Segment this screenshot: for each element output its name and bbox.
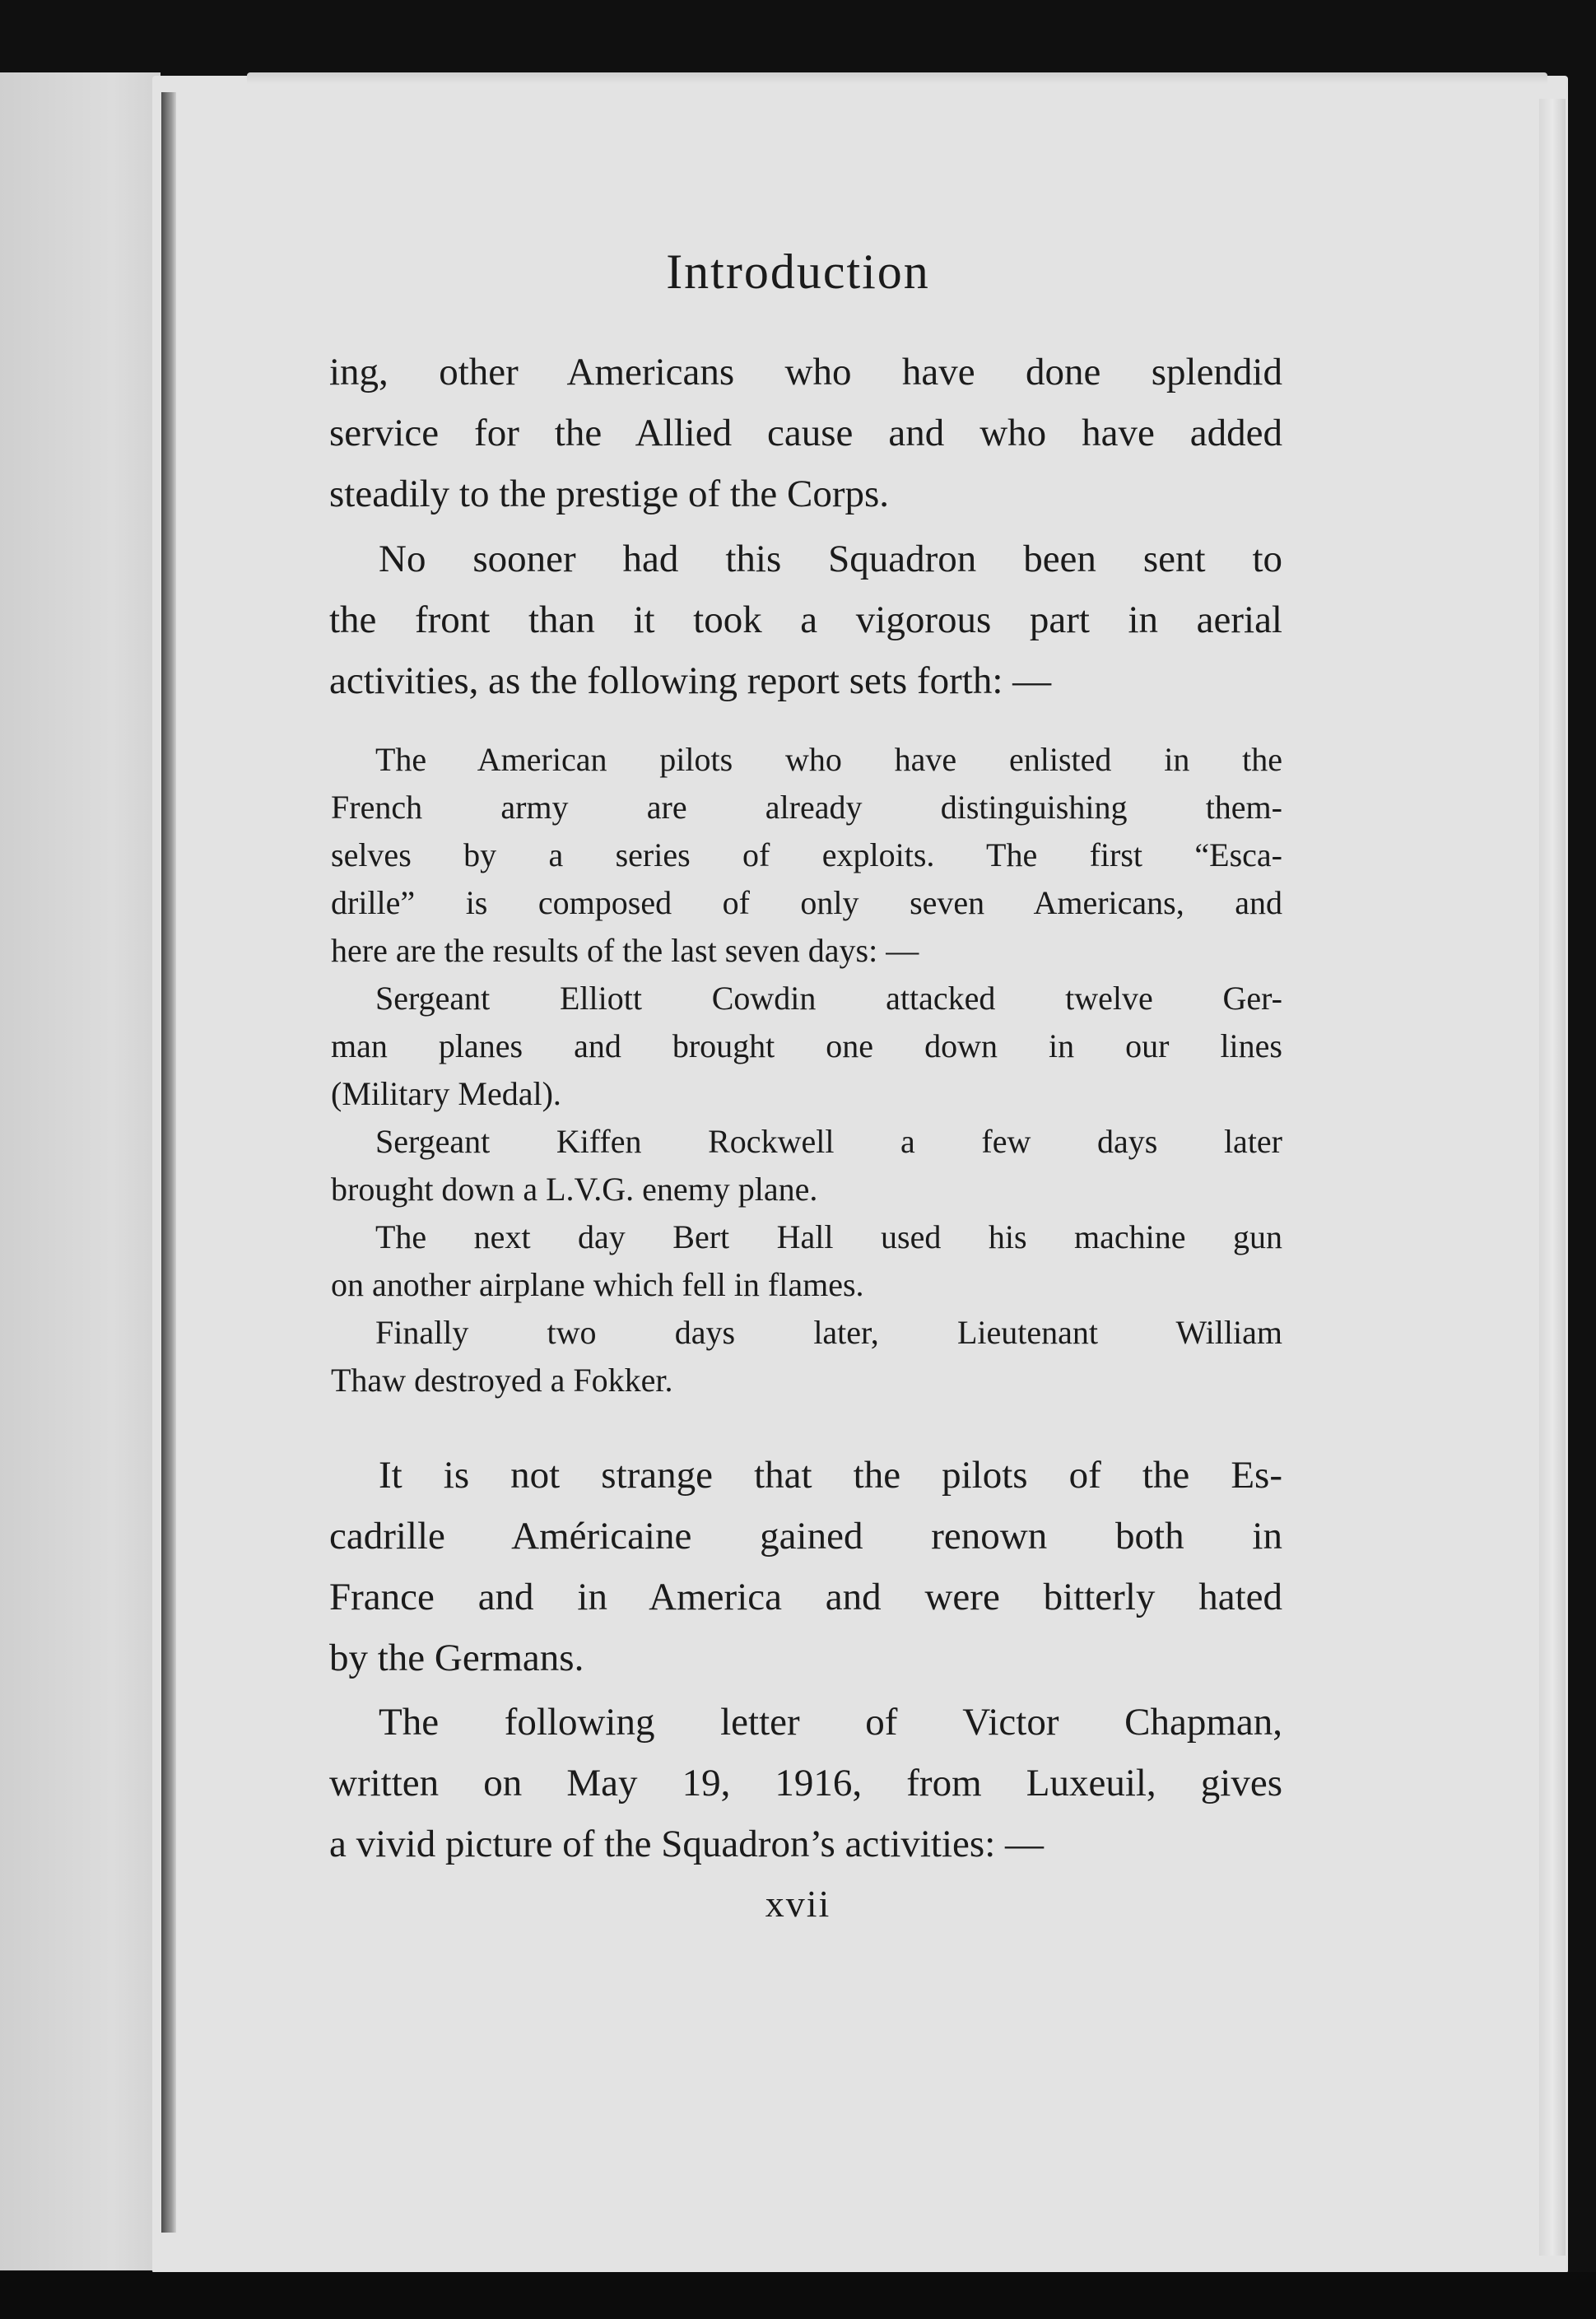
paragraph-chapman-letter xyxy=(329,1692,1282,1874)
paragraph-squadron-front xyxy=(329,529,1282,711)
quote-line: drille” is composed of only seven Americans, and xyxy=(331,884,1282,921)
quote-line: on another airplane which fell in flames. xyxy=(331,1266,864,1303)
quote-line: Sergeant Elliott Cowdin attacked twelve Ger- xyxy=(375,980,1282,1017)
quote-line: here are the results of the last seven days: — xyxy=(331,932,919,969)
text-line: It is not strange that the pilots of the Es- xyxy=(379,1454,1282,1497)
text-line: ing, other Americans who have done splendid xyxy=(329,351,1282,393)
quote-line: man planes and brought one down in our lines xyxy=(331,1027,1282,1064)
quote-line: brought down a L.V.G. enemy plane. xyxy=(331,1171,818,1208)
text-line: cadrille Américaine gained renown both in xyxy=(329,1515,1282,1558)
quote-line: French army are already distinguishing them- xyxy=(331,789,1282,826)
quote-line: The next day Bert Hall used his machine gun xyxy=(375,1218,1282,1255)
facing-page-edge xyxy=(0,72,161,2270)
text-line: service for the Allied cause and who have added xyxy=(329,412,1282,454)
text-line: by the Germans. xyxy=(329,1637,584,1679)
paragraph-continuation xyxy=(329,342,1282,524)
text-line: activities, as the following report sets forth: — xyxy=(329,659,1052,702)
text-line: steadily to the prestige of the Corps. xyxy=(329,473,890,515)
quote-line: Finally two days later, Lieutenant William xyxy=(375,1314,1282,1351)
text-line: a vivid picture of the Squadron’s activities: — xyxy=(329,1823,1045,1865)
paragraph-escadrille xyxy=(329,1445,1282,1688)
text-line: France and in America and were bitterly hated xyxy=(329,1576,1282,1618)
quote-line: The American pilots who have enlisted in the xyxy=(375,741,1282,778)
page-stack-edge xyxy=(1539,99,1566,2256)
text-line: No sooner had this Squadron been sent to xyxy=(379,538,1282,580)
block-quote-report xyxy=(331,736,1282,1404)
text-line: the front than it took a vigorous part in aerial xyxy=(329,598,1282,641)
page-top-edge xyxy=(247,72,1547,84)
quote-line: selves by a series of exploits. The first “Esca- xyxy=(331,836,1282,873)
page-number: xvii xyxy=(765,1883,831,1925)
quote-line: Thaw destroyed a Fokker. xyxy=(331,1362,673,1399)
scan-background xyxy=(0,2272,1596,2319)
text-line: The following letter of Victor Chapman, xyxy=(379,1701,1282,1744)
quote-line: Sergeant Kiffen Rockwell a few days later xyxy=(375,1123,1282,1160)
quote-line: (Military Medal). xyxy=(331,1075,561,1112)
text-line: written on May 19, 1916, from Luxeuil, gives xyxy=(329,1762,1282,1804)
running-head: Introduction xyxy=(666,244,930,299)
